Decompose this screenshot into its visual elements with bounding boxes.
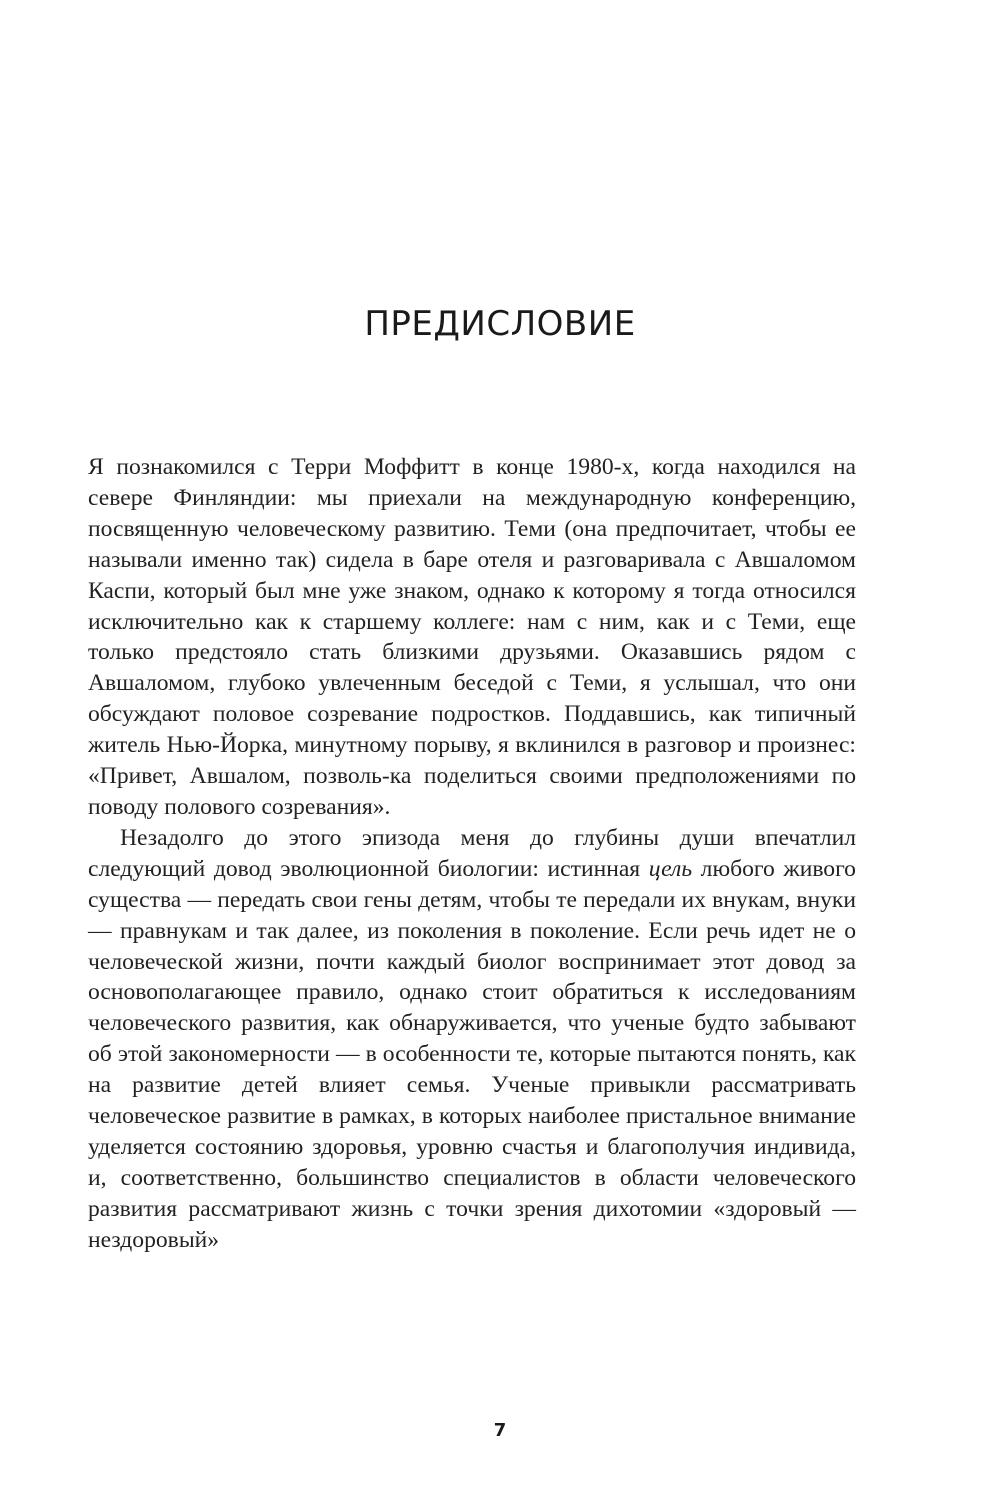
paragraph-2-part-1: Незадолго до этого эпизода меня до глубины души впечатлил следующий довод эволюционной биологии: истинная [88, 824, 856, 882]
chapter-title: ПРЕДИСЛОВИЕ [364, 304, 636, 344]
paragraph-2 [88, 823, 856, 1256]
page-number: 7 [493, 1420, 507, 1441]
paragraph-1: Я познакомился с Терри Моффитт в конце 1980-х, когда находился на севере Финляндии: мы приехали на международную конференцию, посвященную человеческому развитию. Теми (она предпочитает, чтобы ее называли именно так) сидела в баре отеля и разговаривала с Авшаломом Каспи, который был мне уже знаком, однако к которому я тогда относился исключительно как к старшему коллеге: нам с ним, как и с Теми, еще только предстояло стать близкими друзьями. Оказавшись рядом с Авшаломом, глубоко увлеченным беседой с Теми, я услышал, что они обсуждают половое созревание подростков. Поддавшись, как типичный житель Нью-Йорка, минутному порыву, я вклинился в разговор и произнес: «Привет, Авшалом, позволь-ка поделиться своими предположениями по поводу полового созревания». [88, 454, 856, 820]
paragraph-2-italic: цель [648, 855, 693, 882]
paragraph-2-part-2: любого живого существа — передать свои гены детям, чтобы те передали их внукам, внуки — правнукам и так далее, из поколения в поколение. Если речь идет не о человеческой жизни, почти каждый биолог воспринимает этот довод за основополагающее правило, однако стоит обратиться к исследованиям человеческого развития, как обнаруживается, что ученые будто забывают об этой закономерности — в особенности те, которые пытаются понять, как на развитие детей влияет семья. Ученые привыкли рассматривать человеческое развитие в рамках, в которых наиболее пристальное внимание уделяется состоянию здоровья, уровню счастья и благополучия индивида, и, соответственно, большинство специалистов в области человеческого развития рассматривают жизнь с точки зрения дихотомии «здоровый — нездоровый» [88, 855, 856, 1253]
body-text [88, 452, 856, 1256]
